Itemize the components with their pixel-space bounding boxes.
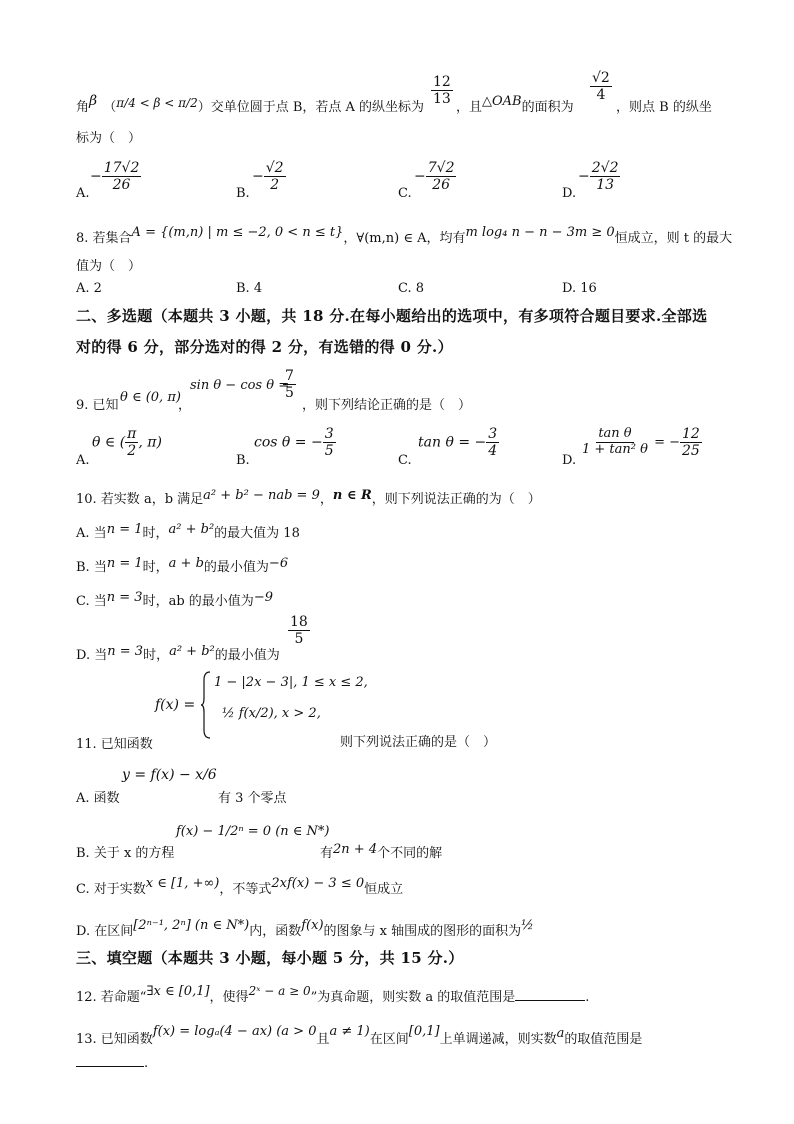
q8-prefix: 8. 若集合 [76, 231, 132, 246]
q9-cond1: θ ∈ (0, π) [120, 390, 181, 405]
q10-option-c: C. 当n = 3时，ab 的最小值为−9 [76, 590, 273, 609]
q11-prefix: 11. 已知函数 [76, 737, 153, 752]
q9-option-d-value: $\frac{\text{tan θ}}{\text{1 + tan² θ}}$ = − $\frac{12}{25}$ [582, 426, 700, 460]
q11-option-b-prefix: B. 关于 x 的方程 [76, 846, 175, 861]
q7-text-a: 角 [76, 100, 90, 115]
q11-option-a-prefix: A. 函数 [76, 791, 120, 806]
q7-beta-range: π/4 < β < π/2 [116, 96, 198, 110]
q9-option-b-letter: B. [236, 453, 250, 468]
q7-option-a-value: − $\frac{17√2}{26}$ [90, 160, 140, 194]
q9-cond2-fraction: $\frac{7}{5}$ [285, 368, 294, 402]
q7-text-d: 的面积为 [521, 100, 574, 115]
q8-set: A = {(m,n) | m ≤ −2, 0 < n ≤ t} [131, 225, 344, 240]
q8-option-d: D. 16 [562, 281, 597, 296]
q11-case2: ½ f(x/2), x > 2, [222, 706, 321, 721]
q8-line2: 值为（ ） [76, 259, 142, 274]
q11-option-d: D. 在区间[2ⁿ⁻¹, 2ⁿ] (n ∈ N*)内，函数f(x)的图象与 x 轴围成的图形的面积为½ [76, 918, 534, 939]
q11-option-a-suffix: 有 3 个零点 [218, 791, 287, 806]
q9-cond2: sin θ − cos θ = [190, 378, 290, 393]
q7-option-d-letter: D. [562, 186, 577, 201]
q12-line: 12. 若命题“∃x ∈ [0,1]，使得2ˣ − a ≥ 0”为真命题，则实数 a 的取值范围是 . [76, 984, 590, 1005]
q7-line1-end: ，则点 B 的纵坐 [616, 100, 712, 115]
q9-prefix: 9. 已知 [76, 398, 119, 413]
q9-option-c-letter: C. [398, 453, 412, 468]
q11-case1: 1 − |2x − 3|, 1 ≤ x ≤ 2, [214, 675, 368, 690]
q7-text-b: ）交单位圆于点 B，若点 A 的纵坐标为 [197, 100, 425, 115]
q11-option-c: C. 对于实数x ∈ [1, +∞)，不等式2xf(x) − 3 ≤ 0恒成立 [76, 876, 404, 897]
q8-option-c: C. 8 [398, 281, 425, 296]
q7-ya-den: 13 [433, 91, 451, 108]
q9-comma: ， [178, 398, 192, 413]
q7-area-fraction [590, 70, 612, 103]
q9-option-a-letter: A. [76, 453, 90, 468]
q8-line1 [76, 227, 732, 246]
q7-option-d-value: − $\frac{2√2}{13}$ [578, 160, 619, 194]
section2-heading-line1: 二、多选题（本题共 3 小题，共 18 分.在每小题给出的选项中，有多项符合题目要求.全部选 [76, 307, 708, 325]
q7-option-c-letter: C. [398, 186, 412, 201]
q7-line1: 角β （π/4 < β < π/2）交单位圆于点 B，若点 A 的纵坐标为 [76, 93, 425, 115]
q7-option-b-value: − $\frac{√2}{2}$ [252, 160, 284, 194]
q7-ya-fraction [431, 74, 453, 107]
q13-answer-blank[interactable] [76, 1054, 144, 1067]
q11-option-b-mid: 有2n + 4个不同的解 [320, 842, 443, 861]
q8-mid: ，∀(m,n) ∈ A，均有 [343, 231, 466, 246]
q7-area-num: √2 [592, 70, 610, 86]
q12-answer-blank[interactable] [515, 988, 585, 1001]
q7-triangle-label: △OAB [482, 94, 522, 109]
q8-option-b: B. 4 [236, 281, 263, 296]
q7-option-a-letter: A. [76, 186, 90, 201]
q8-option-a: A. 2 [76, 281, 102, 296]
q10-option-b: B. 当n = 1时，a + b的最小值为−6 [76, 556, 289, 575]
q7-beta: β [89, 93, 98, 109]
q7-text-c: ，且 [456, 100, 483, 115]
q8-suffix: 恒成立，则 t 的最大 [614, 231, 733, 246]
section2-heading-line2: 对的得 6 分，部分选对的得 2 分，有选错的得 0 分.） [76, 338, 453, 356]
q10-equation: a² + b² − nab = 9 [203, 488, 320, 503]
q9-suffix: ，则下列结论正确的是（ ） [302, 398, 472, 413]
q11-option-a-expr: y = f(x) − x/6 [122, 767, 217, 783]
q13-answer-line: . [76, 1054, 148, 1071]
q13-line: 13. 已知函数f(x) = logₐ(4 − ax) (a > 0且a ≠ 1)在区间[0,1]上单调递减，则实数a的取值范围是 [76, 1024, 643, 1047]
q9-option-c-value: tan θ = − $\frac{3}{4}$ [418, 426, 498, 460]
section3-heading: 三、填空题（本题共 3 小题，每小题 5 分，共 15 分.） [76, 949, 464, 967]
q10-option-d: D. 当n = 3时，a² + b²的最小值为 [76, 644, 280, 663]
q10-n-domain: n ∈ R [332, 488, 372, 503]
q7-option-b-letter: B. [236, 186, 250, 201]
q10-option-a: A. 当n = 1时，a² + b²的最大值为 18 [76, 522, 300, 541]
q10-line: 10. 若实数 a，b 满足a² + b² − nab = 9，n ∈ R，则下列说法正确的为（ ） [76, 488, 541, 507]
q7-line1-tail [456, 96, 574, 115]
q11-option-b-expr: f(x) − 1/2ⁿ = 0 (n ∈ N*) [176, 824, 330, 839]
q7-ya-num: 12 [433, 74, 451, 90]
q9-option-a-value: θ ∈ ( $\frac{\pi}{2}$ , π) [92, 426, 162, 460]
q7-area-den: 4 [596, 87, 606, 104]
q7-option-c-value: − $\frac{7√2}{26}$ [414, 160, 455, 194]
q11-fdef: f(x) = [155, 697, 196, 713]
q8-inequality: m log₄ n − n − 3m ≥ 0 [465, 225, 615, 240]
q9-option-d-letter: D. [562, 453, 577, 468]
q11-suffix: 则下列说法正确的是（ ） [340, 735, 497, 750]
q11-brace-icon [200, 670, 212, 740]
q7-line2: 标为（ ） [76, 131, 142, 146]
q10-option-d-fraction: $\frac{18}{5}$ [290, 614, 308, 648]
q9-option-b-value: cos θ = − $\frac{3}{5}$ [254, 426, 334, 460]
